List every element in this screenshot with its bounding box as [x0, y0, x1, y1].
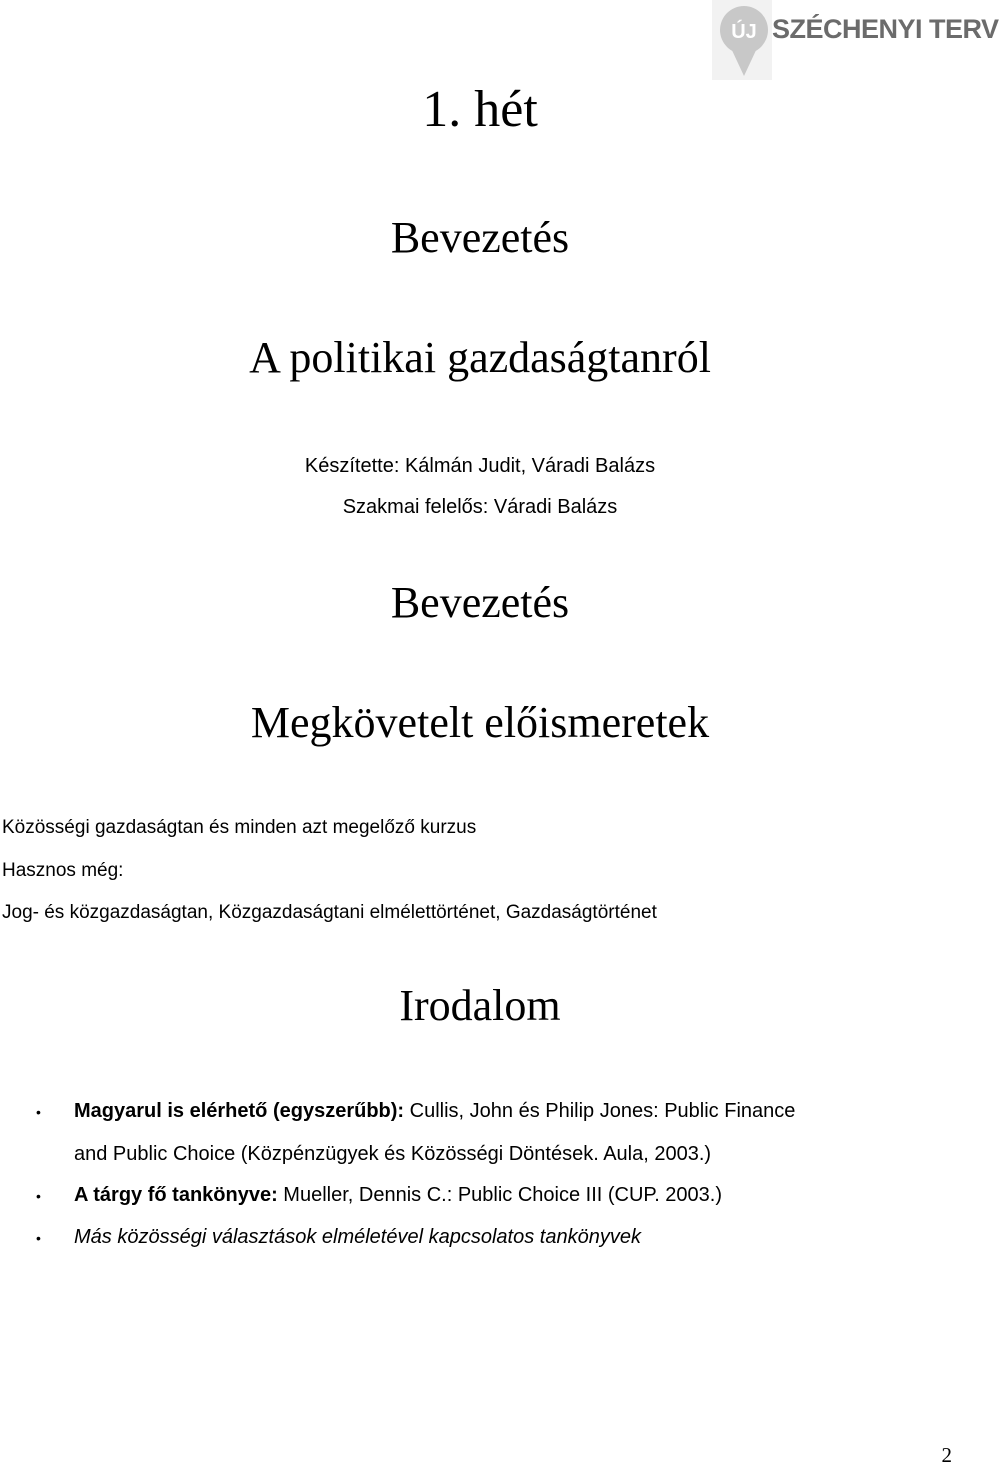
- bullet-icon: •: [36, 1230, 41, 1246]
- bullet-icon: •: [36, 1104, 41, 1120]
- section-title-intro-2: Bevezetés: [390, 578, 570, 627]
- lecture-title: A politikai gazdaságtanról: [249, 333, 711, 382]
- prepared-by: Készítette: Kálmán Judit, Váradi Balázs: [304, 455, 656, 477]
- prereq-line: Jog- és közgazdaságtan, Közgazdaságtani elmélettörténet, Gazdaságtörténet: [2, 902, 657, 923]
- literature-item-label: Magyarul is elérhető (egyszerűbb):: [74, 1100, 405, 1122]
- prereq-heading: Megkövetelt előismeretek: [250, 698, 710, 747]
- responsible: Szakmai felelős: Váradi Balázs: [342, 496, 618, 518]
- section-title-intro: Bevezetés: [390, 213, 570, 262]
- literature-item: Más közösségi választások elméletével kapcsolatos tankönyvek: [74, 1226, 641, 1248]
- week-title: 1. hét: [422, 81, 538, 138]
- page-number: 2: [941, 1443, 952, 1467]
- literature-item-text: Cullis, John és Philip Jones: Public Finance: [404, 1100, 796, 1122]
- logo-wordmark: SZÉCHENYI TERV: [772, 14, 999, 44]
- prereq-line: Hasznos még:: [2, 860, 124, 881]
- literature-item-text: Mueller, Dennis C.: Public Choice III (CUP. 2003.): [277, 1184, 723, 1206]
- literature-item: [74, 1184, 722, 1207]
- pin-icon: [712, 0, 772, 80]
- bullet-icon: •: [36, 1188, 41, 1204]
- prereq-line: Közösségi gazdaságtan és minden azt megelőző kurzus: [2, 817, 477, 838]
- literature-item-label: A tárgy fő tankönyve:: [74, 1184, 278, 1206]
- literature-heading: Irodalom: [399, 981, 561, 1030]
- svg-text:ÚJ: ÚJ: [731, 21, 757, 43]
- literature-item: [74, 1100, 795, 1123]
- literature-item-cont: and Public Choice (Közpénzügyek és Közösségi Döntések. Aula, 2003.): [74, 1143, 712, 1165]
